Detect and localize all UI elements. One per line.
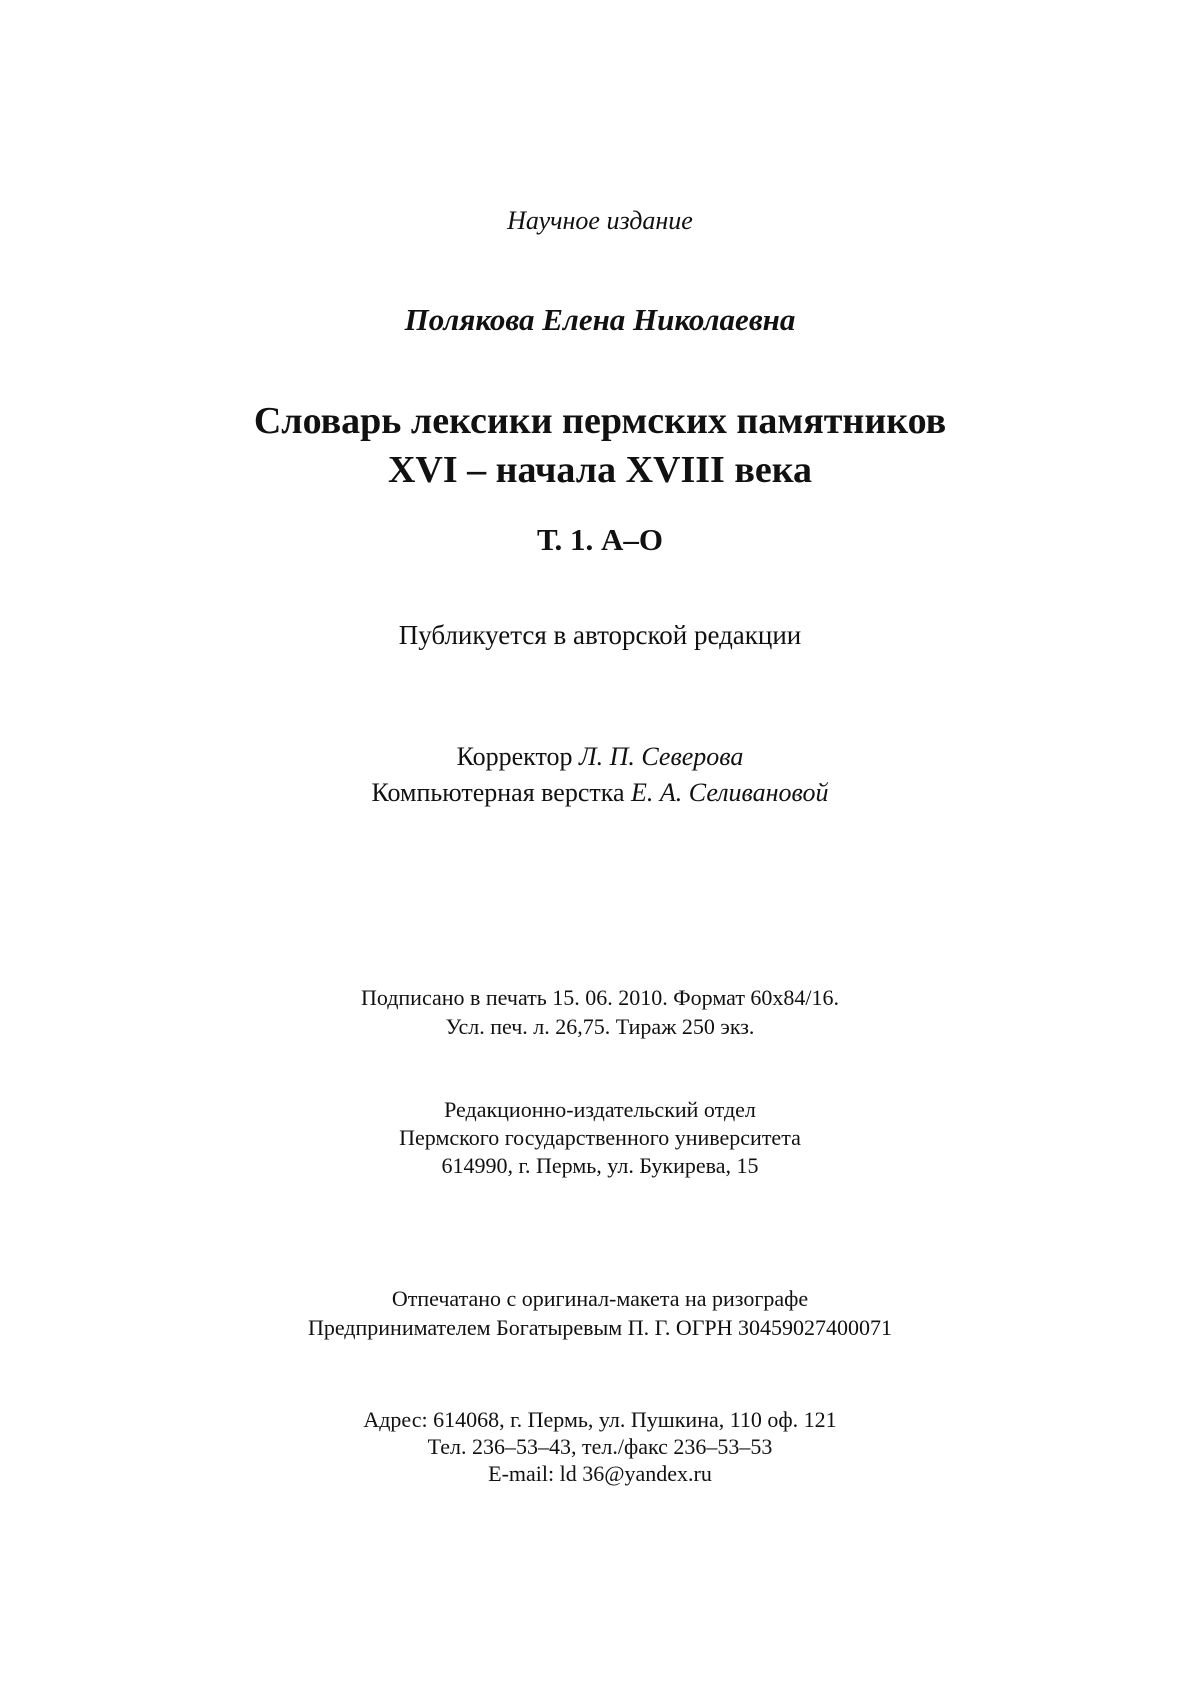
printer-line-1: Отпечатано с оригинал-макета на ризографе xyxy=(391,1286,809,1311)
proofreader-name: Л. П. Северова xyxy=(579,742,744,771)
printer-line-2: Предпринимателем Богатыревым П. Г. ОГРН 30459027400071 xyxy=(307,1315,893,1340)
publisher-line-1: Редакционно-издательский отдел xyxy=(444,1097,756,1122)
layout-name: Е. А. Селивановой xyxy=(631,778,829,807)
series-label: Научное издание xyxy=(507,206,693,235)
imprint-run-line: Усл. печ. л. 26,75. Тираж 250 экз. xyxy=(445,1014,755,1039)
proofreader-label: Корректор xyxy=(456,742,573,771)
publisher-address: 614990, г. Пермь, ул. Букирева, 15 xyxy=(441,1153,759,1178)
contact-address: Адрес: 614068, г. Пермь, ул. Пушкина, 110 оф. 121 xyxy=(363,1407,837,1432)
book-title-line-1: Словарь лексики пермских памятников xyxy=(253,400,947,442)
layout-label: Компьютерная верстка xyxy=(371,778,625,807)
publisher-line-2: Пермского государственного университета xyxy=(399,1125,801,1150)
proofreader-credit xyxy=(0,744,1200,770)
edition-note: Публикуется в авторской редакции xyxy=(398,620,802,650)
book-title-line-2: XVI – начала XVIII века xyxy=(387,449,813,491)
contact-phone: Тел. 236–53–43, тел./факс 236–53–53 xyxy=(427,1434,773,1459)
layout-credit xyxy=(0,780,1200,806)
imprint-signed-line: Подписано в печать 15. 06. 2010. Формат 60х84/16. xyxy=(360,985,840,1010)
contact-email: E-mail: ld 36@yandex.ru xyxy=(488,1461,712,1486)
author-name: Полякова Елена Николаевна xyxy=(404,302,796,337)
volume-label: Т. 1. А–О xyxy=(536,522,664,557)
